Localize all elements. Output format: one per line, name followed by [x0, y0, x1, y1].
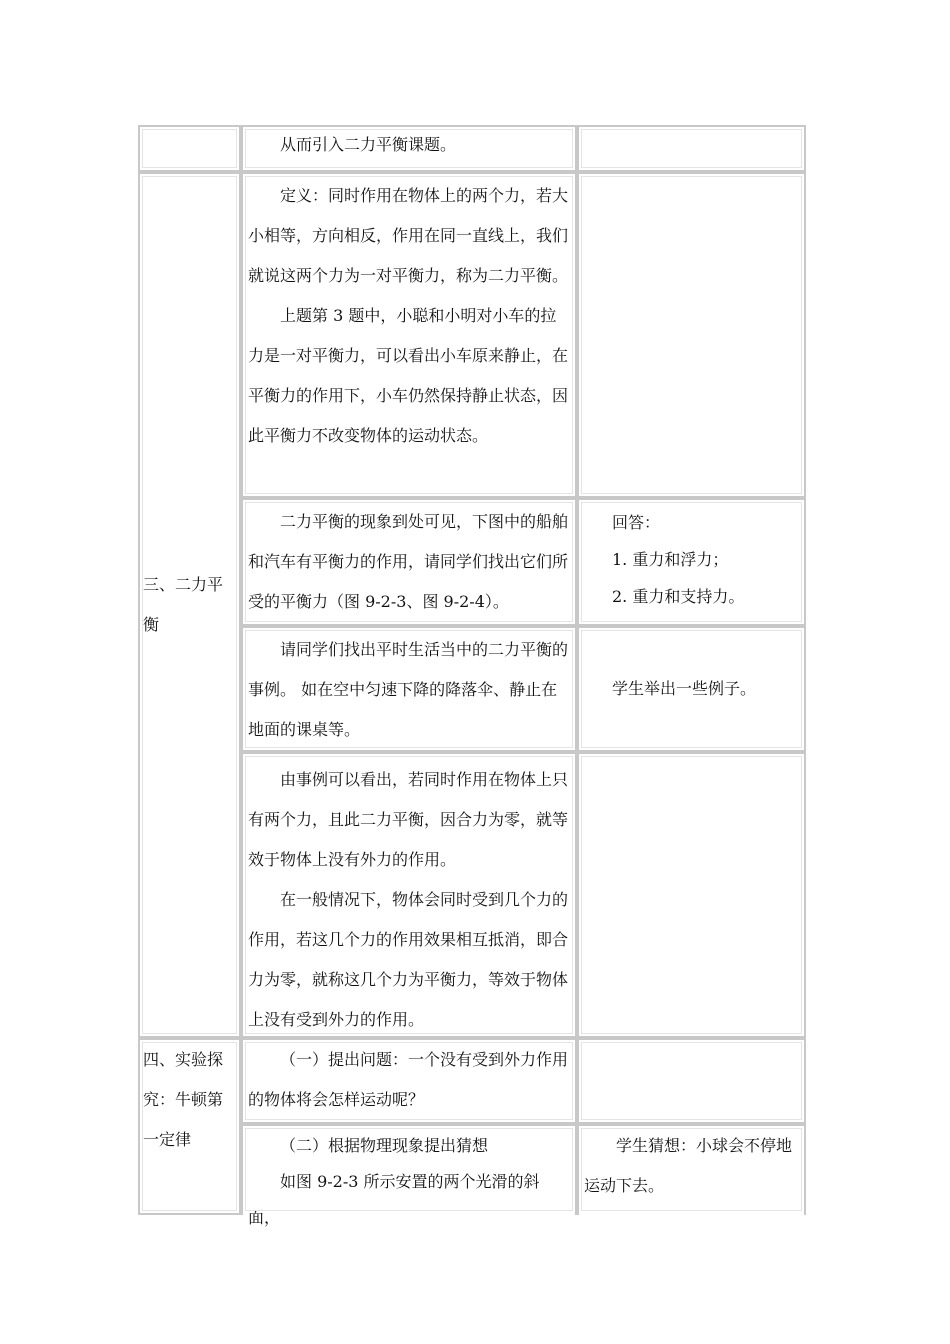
intro-text: 从而引入二力平衡课题。: [280, 135, 457, 154]
teacher-cell-hypothesis: [241, 1124, 577, 1227]
student-guess-text: 学生猜想：小球会不停地运动下去。: [584, 1136, 793, 1195]
summary-paragraph: 在一般情况下，物体会同时受到几个力的作用，若这几个力的作用效果相互抵消，即合力为零，就称这几个力为平衡力，等效于物体上没有受到外力的作用。: [248, 890, 569, 1029]
student-cell-guess: [577, 1124, 806, 1215]
answer-heading: 回答：: [612, 513, 661, 532]
example-paragraph: 上题第 3 题中，小聪和小明对小车的拉力是一对平衡力，可以看出小车原来静止，在平衡力的作用下，小车仍然保持静止状态，因此平衡力不改变物体的运动状态。: [248, 306, 569, 445]
definition-paragraph: 定义：同时作用在物体上的两个力，若大小相等，方向相反，作用在同一直线上，我们就说这两个力为一对平衡力，称为二力平衡。: [248, 186, 569, 285]
teacher-cell-intro: [241, 125, 577, 172]
section-three-cell: [138, 172, 241, 1038]
teacher-cell-examples: [241, 626, 577, 752]
answer-item: 2. 重力和支持力。: [612, 587, 745, 606]
teacher-cell-summary: [241, 752, 577, 1038]
section-three-title: 三、二力平衡: [143, 575, 224, 634]
question-paragraph: （一）提出问题：一个没有受到外力作用的物体将会怎样运动呢？: [248, 1050, 569, 1109]
student-examples-text: 学生举出一些例子。: [612, 679, 757, 698]
student-cell-examples: [577, 626, 806, 752]
teacher-cell-boat-car: [241, 498, 577, 626]
hypothesis-text: 如图 9-2-3 所示安置的两个光滑的斜面，: [248, 1172, 540, 1227]
boat-car-paragraph: 二力平衡的现象到处可见，下图中的船舶和汽车有平衡力的作用，请同学们找出它们所受的平衡力（图 9-2-3、图 9-2-4）。: [248, 512, 569, 611]
student-cell-empty: [577, 752, 806, 1038]
student-cell-answer: [577, 498, 806, 626]
teacher-cell-definition: [241, 172, 577, 498]
examples-paragraph: 请同学们找出平时生活当中的二力平衡的事例。 如在空中匀速下降的降落伞、静止在地面的课桌等。: [248, 640, 569, 739]
student-cell-empty: [577, 125, 806, 172]
hypothesis-title: （二）根据物理现象提出猜想: [280, 1136, 489, 1155]
section-four-cell: [138, 1038, 241, 1215]
lesson-table: [138, 125, 806, 1227]
answer-item: 1. 重力和浮力；: [612, 550, 729, 569]
student-cell-empty: [577, 172, 806, 498]
summary-paragraph: 由事例可以看出，若同时作用在物体上只有两个力，且此二力平衡，因合力为零，就等效于物体上没有外力的作用。: [248, 770, 569, 869]
section-cell-empty: [138, 125, 241, 172]
section-four-title: 四、实验探究：牛顿第一定律: [143, 1050, 224, 1149]
student-cell-empty: [577, 1038, 806, 1124]
teacher-cell-question: [241, 1038, 577, 1124]
